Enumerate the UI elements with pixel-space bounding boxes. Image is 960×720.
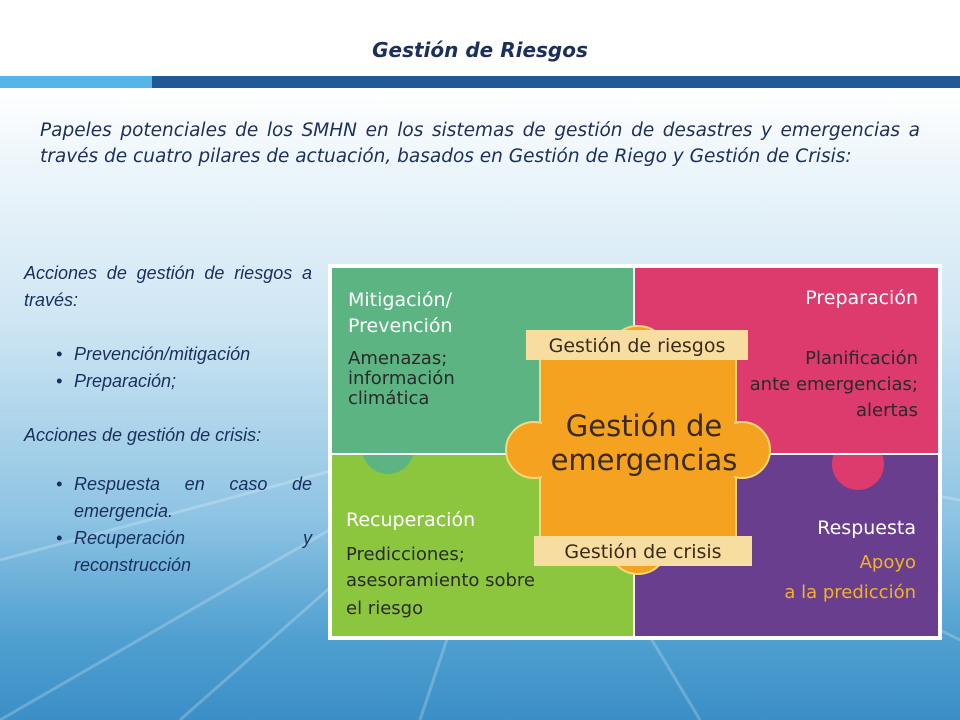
recovery-body-line2: asesoramiento sobre xyxy=(346,570,536,591)
actions-panel xyxy=(24,260,312,579)
preparation-title: Preparación xyxy=(805,287,918,309)
mitigation-body-line1: Amenazas; xyxy=(348,348,448,369)
risk-actions-heading: Acciones de gestión de riesgos a través: xyxy=(24,263,312,310)
recovery-body-line3: el riesgo xyxy=(346,598,424,619)
header-bar-accent xyxy=(0,76,152,88)
risk-label: Gestión de riesgos xyxy=(548,335,726,357)
mitigation-body-line3: climática xyxy=(348,388,430,409)
preparation-knob-neck xyxy=(844,448,872,464)
center-title-line2: emergencias xyxy=(550,443,738,477)
risk-actions-list xyxy=(24,341,312,395)
crisis-label: Gestión de crisis xyxy=(564,541,722,563)
crisis-actions-heading: Acciones de gestión de crisis: xyxy=(24,425,262,445)
page-title: Gestión de Riesgos xyxy=(372,38,588,62)
list-item: • Prevención/mitigación xyxy=(74,341,312,368)
mitigation-title-line2: Prevención xyxy=(348,315,453,337)
mitigation-title-line1: Mitigación/ xyxy=(348,289,452,311)
response-title: Respuesta xyxy=(817,517,916,539)
recovery-title: Recuperación xyxy=(346,509,476,531)
mitigation-body-line2: información xyxy=(348,368,455,389)
preparation-body-line3: alertas xyxy=(856,400,918,421)
recovery-body-line1: Predicciones; xyxy=(346,544,465,565)
list-item: • Respuesta en caso de emergencia. xyxy=(74,471,312,525)
list-item: • Preparación; xyxy=(74,368,312,395)
list-item: • Recuperación y reconstrucción xyxy=(74,525,312,579)
crisis-actions-list xyxy=(24,471,312,579)
response-body-line1: Apoyo xyxy=(859,552,916,573)
header-bar xyxy=(152,76,960,88)
preparation-body-line2: ante emergencias; xyxy=(749,374,918,395)
center-title-line1: Gestión de xyxy=(565,409,723,443)
emergency-management-puzzle xyxy=(328,264,942,640)
preparation-body-line1: Planificación xyxy=(805,348,918,369)
intro-paragraph: Papeles potenciales de los SMHN en los sistemas de gestión de desastres y emergencias a través de cuatro pilares de actuación, basados en Gestión de Riego y Gestión de Crisis: xyxy=(40,120,920,167)
response-body-line2: a la predicción xyxy=(784,582,916,603)
